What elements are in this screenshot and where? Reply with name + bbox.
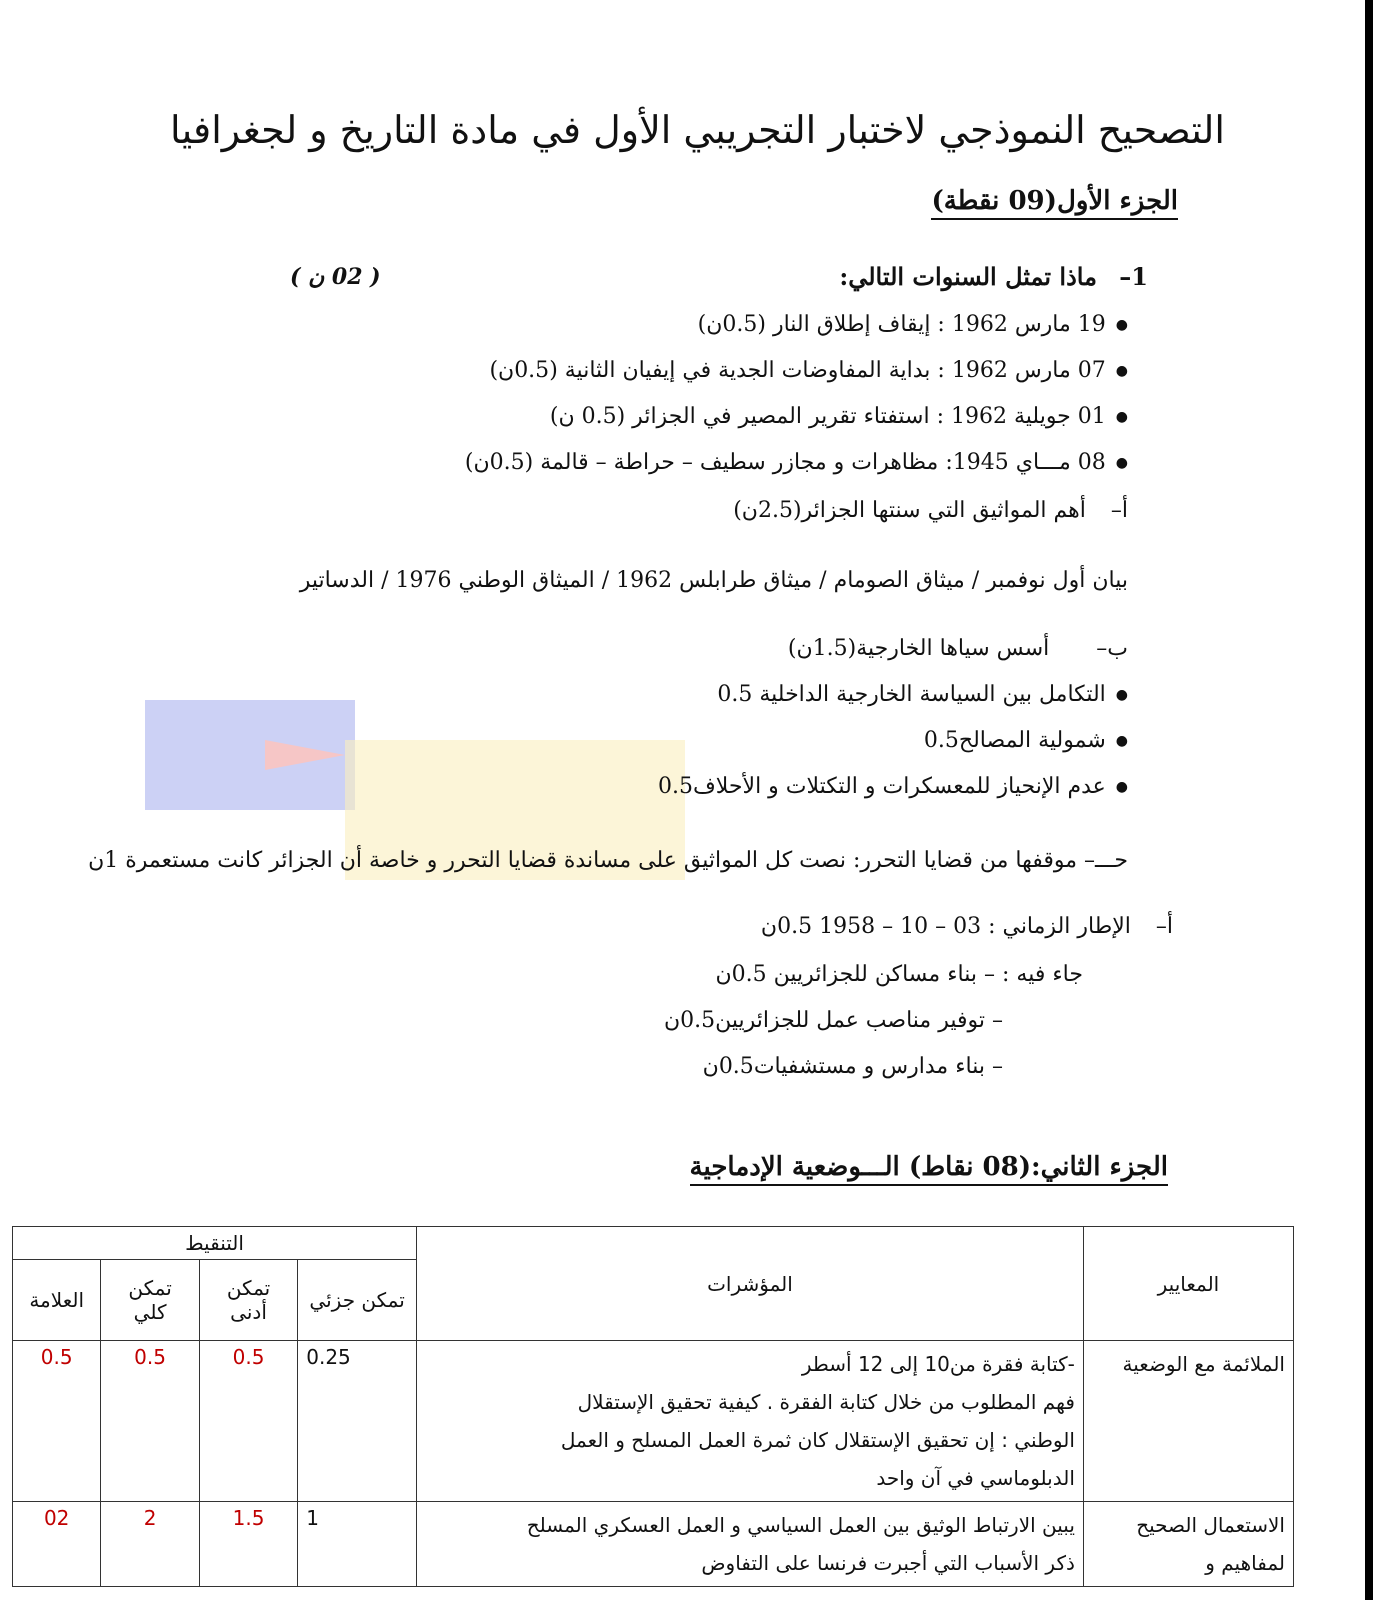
list-item: ● 08 مـــاي 1945: مظاهرات و مجازر سطيف – حراطة – قالمة (0.5ن)	[465, 450, 1128, 475]
min-value: 1.5	[199, 1502, 297, 1587]
sub-a-line	[733, 498, 1128, 523]
sub-d-text: الإطار الزماني : 03 – 10 – 1958 0.5ن	[760, 914, 1131, 939]
indicator-line: الدبلوماسي في آن واحد	[876, 1466, 1075, 1490]
q1-points: ( 02 ن )	[290, 264, 381, 290]
header-grading: التنقيط	[13, 1227, 417, 1260]
header-full: تمكن كلي	[101, 1260, 199, 1341]
indicator-line: يبين الارتباط الوثيق بين العمل السياسي و العمل العسكري المسلح	[526, 1513, 1075, 1537]
sub-d-label: أ–	[1155, 914, 1173, 939]
sub-a-answer: بيان أول نوفمبر / ميثاق الصومام / ميثاق طرابلس 1962 / الميثاق الوطني 1976 / الدساتير	[299, 568, 1128, 593]
sub-d-line	[761, 914, 1173, 939]
sub-d-item-1: جاء فيه : – بناء مساكن للجزائريين 0.5ن	[715, 962, 1083, 987]
sub-a-text: أهم المواثيق التي سنتها الجزائر(2.5ن)	[733, 498, 1086, 523]
document-title: التصحيح النموذجي لاختبار التجريبي الأول في مادة التاريخ و لجغرافيا	[170, 108, 1225, 152]
mark-value: 0.5	[13, 1341, 101, 1502]
criterion-cell: الملائمة مع الوضعية	[1083, 1341, 1293, 1502]
indicator-line: الوطني : إن تحقيق الإستقلال كان ثمرة العمل المسلح و العمل	[560, 1428, 1075, 1452]
min-value: 0.5	[199, 1341, 297, 1502]
criterion-cell: الاستعمال الصحيح لمفاهيم و	[1083, 1502, 1293, 1587]
header-criteria: المعايير	[1083, 1227, 1293, 1341]
indicator-line: -كتابة فقرة من10 إلى 12 أسطر	[801, 1352, 1075, 1376]
list-item: ● 07 مارس 1962 : بداية المفاوضات الجدية في إيفيان الثانية (0.5ن)	[489, 358, 1128, 383]
sub-d-item-2: – توفير مناصب عمل للجزائريين0.5ن	[663, 1008, 1003, 1033]
list-item: ● شمولية المصالح0.5	[924, 728, 1128, 753]
table-row	[13, 1502, 1294, 1587]
part2-heading: الجزء الثاني:(08 نقاط) الـــوضعية الإدماجية	[690, 1152, 1168, 1186]
mark-value: 02	[13, 1502, 101, 1587]
sub-b-label: ب–	[1096, 636, 1128, 661]
full-value: 2	[101, 1502, 199, 1587]
indicator-line: ذكر الأسباب التي أجبرت فرنسا على التفاوض	[701, 1551, 1075, 1575]
partial-value: 0.25	[298, 1341, 417, 1502]
list-item: ● عدم الإنحياز للمعسكرات و التكتلات و الأحلاف0.5	[658, 774, 1128, 799]
header-partial: تمكن جزئي	[298, 1260, 417, 1341]
list-item: ● 19 مارس 1962 : إيقاف إطلاق النار (0.5ن)	[698, 312, 1128, 337]
sub-a-label: أ–	[1110, 498, 1128, 523]
table-row	[13, 1341, 1294, 1502]
indicator-line: فهم المطلوب من خلال كتابة الفقرة . كيفية تحقيق الإستقلال	[577, 1390, 1075, 1414]
indicators-cell	[417, 1502, 1084, 1587]
header-mark: العلامة	[13, 1260, 101, 1341]
sub-b-text: أسس سياها الخارجية(1.5ن)	[787, 636, 1050, 661]
q1-label: ماذا تمثل السنوات التالي:	[839, 262, 1097, 291]
list-item: ● 01 جويلية 1962 : استفتاء تقرير المصير في الجزائر (0.5 ن)	[550, 404, 1128, 429]
partial-value: 1	[298, 1502, 417, 1587]
full-value: 0.5	[101, 1341, 199, 1502]
part1-heading: الجزء الأول(09 نقطة)	[931, 186, 1178, 220]
sub-b-line	[788, 636, 1128, 661]
q1-line	[839, 262, 1148, 291]
header-indicators: المؤشرات	[417, 1227, 1084, 1341]
page-edge-bar	[1365, 0, 1373, 1600]
grading-table	[12, 1226, 1294, 1587]
sub-c-text: حـــ– موقفها من قضايا التحرر: نصت كل المواثيق على مساندة قضايا التحرر و خاصة أن الجزائر كانت مستعمرة 1ن	[88, 848, 1128, 873]
q1-number: 1–	[1119, 262, 1148, 291]
list-item: ● التكامل بين السياسة الخارجية الداخلية 0.5	[717, 682, 1128, 707]
header-min: تمكن أدنى	[199, 1260, 297, 1341]
sub-d-item-3: – بناء مدارس و مستشفيات0.5ن	[702, 1054, 1003, 1079]
indicators-cell	[417, 1341, 1084, 1502]
